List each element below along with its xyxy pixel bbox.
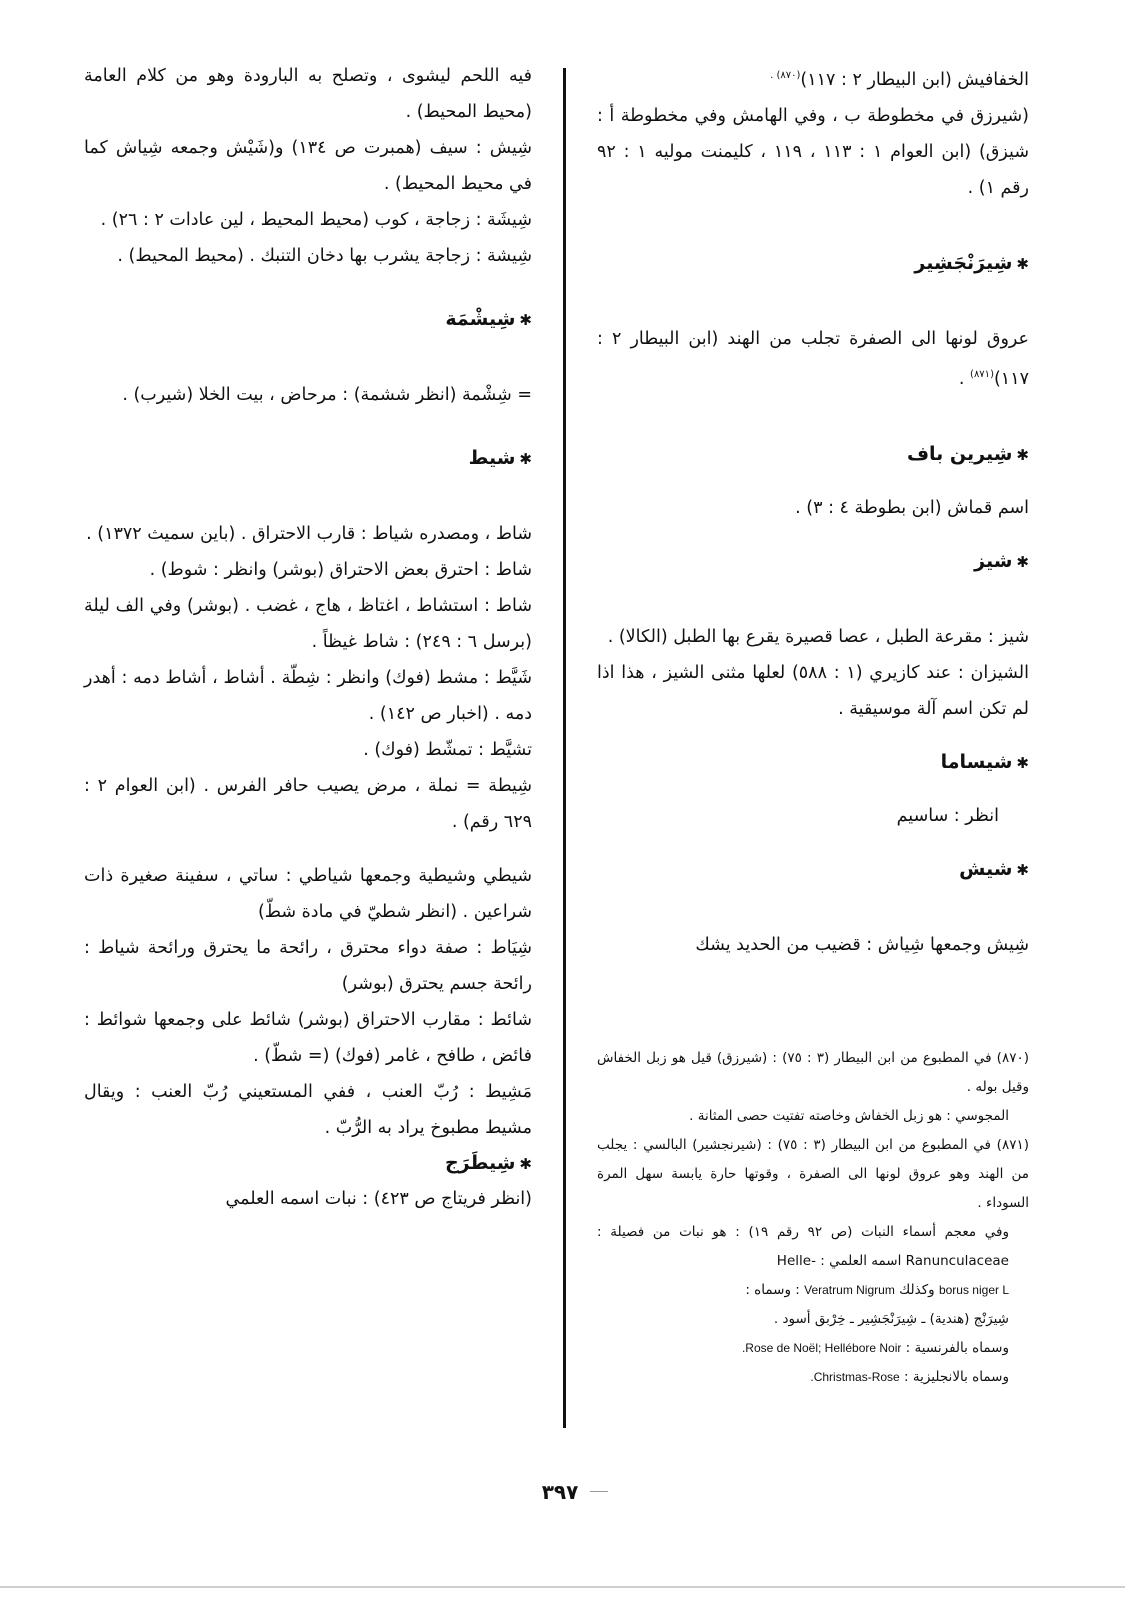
entry-text: شاط : احترق بعض الاحتراق (بوشر) وانظر : شوط) . <box>149 560 532 580</box>
entry-text: شَيَّط : مشط (فوك) وانظر : شِطّة . أشاط ، أشاط دمه : أهدر دمه . (اخبار ص ١٤٢) . <box>84 668 532 724</box>
entry-heading: ✱شيط <box>468 447 532 469</box>
latin-name: Rose de Noël; Hellébore Noir. <box>741 1341 902 1355</box>
scan-edge <box>0 1586 1125 1588</box>
entry-heading: ✱شِيطَرَج <box>444 1152 532 1174</box>
entry-heading: ✱شيش <box>959 857 1029 880</box>
latin-name: Christmas-Rose. <box>810 1370 900 1384</box>
entry-text: شاط : استشاط ، اغتاظ ، هاج ، غضب . (بوشر) وفي الف ليلة (برسل ٦ : ٢٤٩) : شاط غيظاً . <box>84 596 532 652</box>
asterisk-icon: ✱ <box>519 450 532 468</box>
entry-text: الشيزان : عند كازيري (١ : ٥٨٨) لعلها مثنى الشيز ، هذا اذا لم تكن اسم آلة موسيقية . <box>597 662 1029 719</box>
asterisk-icon: ✱ <box>519 1155 532 1173</box>
latin-name: Veratrum Nigrum <box>804 1283 895 1297</box>
entry-text: شيز : مقرعة الطبل ، عصا قصيرة يقرع بها الطبل (الكالا) . <box>607 626 1029 647</box>
footnote-871-cont: وفي معجم أسماء النبات (ص ٩٢ رقم ١٩) : هو نبات من فصيلة : Ranunculaceae اسمه العلمي : -Helle <box>597 1224 1010 1269</box>
footnote-871-names: شِيرَنْج (هندية) ـ شِيرَنْجَشِير ـ خِرْبق أسود . <box>773 1311 1009 1327</box>
asterisk-icon: ✱ <box>1016 552 1029 571</box>
entry-text: الخفافيش (ابن البيطار ٢ : ١١٧)$^{(٨٧٠) .}$ <box>770 69 1029 90</box>
footnotes <box>597 1044 1029 1392</box>
asterisk-icon: ✱ <box>1016 445 1029 464</box>
footnote-871: (٨٧١) في المطبوع من ابن البيطار (٣ : ٧٥) : (شيرنجشير) البالسي : يجلب من الهند وهو عروق لونها الى الصفرة ، وقوتها حارة يابسة سهل المرة السوداء . <box>597 1137 1029 1211</box>
entry-text: (انظر فريتاج ص ٤٢٣) : نبات اسمه العلمي <box>225 1189 532 1209</box>
column-divider <box>563 68 566 1428</box>
entry-heading: ✱شِيرَنْجَشِير <box>914 251 1029 274</box>
asterisk-icon: ✱ <box>1016 860 1029 879</box>
entry-heading: ✱شِيرين باف <box>906 442 1029 465</box>
footnote-871-english: وسماه بالانجليزية : Christmas-Rose. <box>810 1369 1009 1385</box>
latin-name: borus niger L <box>938 1283 1009 1297</box>
footnote-871-latin-line: borus niger L وكذلك Veratrum Nigrum : وسماه : <box>745 1282 1009 1298</box>
footnote-ref: (٨٧٠) . <box>770 70 801 81</box>
footnote-870-cont: المجوسي : هو زبل الخفاش وخاصته تفتيت حصى المثانة . <box>689 1108 1009 1124</box>
entry-text: شِيش وجمعها شِياش : قضيب من الحديد يشك <box>695 934 1029 955</box>
entry-text: شِيش : سيف (همبرت ص ١٣٤) و(شَيْش وجمعه شِياش كما في محيط المحيط) . <box>84 138 532 194</box>
asterisk-icon: ✱ <box>519 311 532 329</box>
asterisk-icon: ✱ <box>1016 753 1029 772</box>
entry-text: اسم قماش (ابن بطوطة ٤ : ٣) . <box>795 497 1029 518</box>
entry-text: مَشِيط : رُبّ العنب ، ففي المستعيني رُبّ العنب : ويقال مشيط مطبوخ يراد به الرُّبّ . <box>84 1082 532 1138</box>
entry-text: شِيشَة : زجاجة ، كوب (محيط المحيط ، لين عادات ٢ : ٢٦) . <box>100 210 532 230</box>
entry-text: = شِشْمة (انظر ششمة) : مرحاض ، بيت الخلا (شيرب) . <box>122 385 532 405</box>
entry-text: شيطي وشيطية وجمعها شياطي : ساتي ، سفينة صغيرة ذات شراعين . (انظر شطيّ في مادة شطّ) <box>84 866 532 922</box>
entry-text: تشيَّط : تمشّط (فوك) . <box>363 740 532 760</box>
entry-text: شِيَاط : صفة دواء محترق ، رائحة ما يحترق ورائحة شياط : رائحة جسم يحترق (بوشر) <box>84 938 532 994</box>
entry-heading: ✱شيز <box>974 549 1029 572</box>
entry-heading: ✱شيساما <box>940 750 1029 773</box>
entry-text: (شيرزق في مخطوطة ب ، وفي الهامش وفي مخطوطة أ : شيزق) (ابن العوام ١ : ١١٣ ، ١١٩ ، كليمنت موليه ١ : ٩٢ رقم ١) . <box>597 105 1029 198</box>
entry-text: فيه اللحم ليشوى ، وتصلح به البارودة وهو من كلام العامة (محيط المحيط) . <box>84 66 532 122</box>
entry-text: عروق لونها الى الصفرة تجلب من الهند (ابن البيطار ٢ : ١١٧)$^{(٨٧١)}$ . <box>597 328 1029 389</box>
asterisk-icon: ✱ <box>1016 254 1029 273</box>
entry-text: شائط : مقارب الاحتراق (بوشر) شائط على وجمعها شوائط : فائض ، طافح ، غامر (فوك) (= شطّ) . <box>84 1010 532 1066</box>
footnote-870: (٨٧٠) في المطبوع من ابن البيطار (٣ : ٧٥) : (شيرزق) قيل هو زبل الخفاش وقيل بوله . <box>597 1050 1029 1095</box>
left-column <box>84 58 532 1217</box>
entry-heading: ✱شِيشْمَة <box>445 308 532 330</box>
right-column <box>597 58 1029 963</box>
footnote-ref: (٨٧١) <box>970 368 994 380</box>
entry-text: شاط ، ومصدره شياط : قارب الاحتراق . (باين سميث ١٣٧٢) . <box>86 524 532 544</box>
page-number: ٣٩٧ <box>520 1480 600 1504</box>
entry-text: شِيطة = نملة ، مرض يصيب حافر الفرس . (ابن العوام ٢ : ٦٢٩ رقم) . <box>84 776 532 832</box>
footnote-871-french: وسماه بالفرنسية : Rose de Noël; Hellébore Noir. <box>741 1340 1009 1356</box>
entry-text: انظر : ساسيم <box>896 805 999 826</box>
entry-text: شِيشة : زجاجة يشرب بها دخان التنبك . (محيط المحيط) . <box>117 246 532 266</box>
